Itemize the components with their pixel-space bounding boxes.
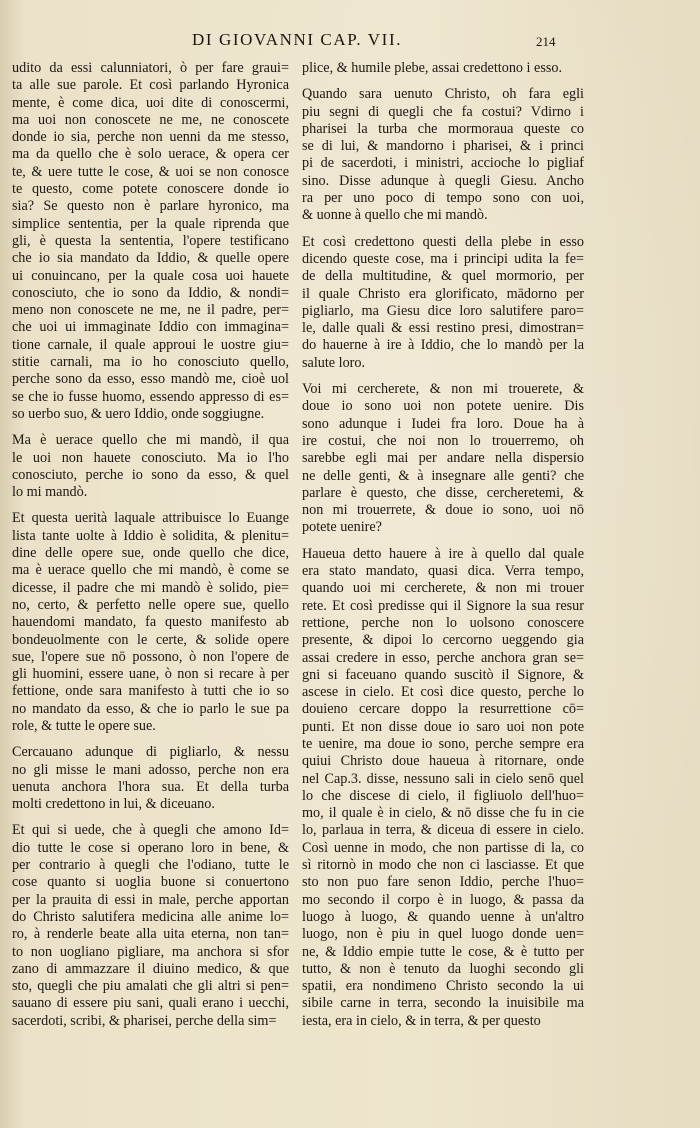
text-line: sì ritornò in modo che non ci lasciasse. Et que [302, 857, 584, 874]
text-line: gli huomini, essere uane, ò non si recare à per [12, 666, 289, 683]
text-line: il quale Christo era glorificato, mādorno per [302, 285, 584, 302]
text-line: le uoi non hauete conosciuto. Ma io l'ho [12, 449, 289, 466]
text-line: ro, à renderle beate alla uita eterna, non tan= [12, 926, 289, 943]
text-line: sibile carne in terra, secondo la inuisibile ma [302, 995, 584, 1012]
text-line: zano di ammazzare il diuino medico, & que [12, 960, 289, 977]
text-line: pharisei la turba che mormoraua queste co [302, 120, 584, 137]
text-line: ascese in cielo. Et così dice questo, perche lo [302, 684, 584, 701]
text-line: sino. Disse adunque à quegli Giesu. Ancho [302, 172, 584, 189]
text-line: lo, parlaua in terra, & diceua di essere in cielo. [302, 822, 584, 839]
text-line: punti. Et non disse doue io saro uoi non pote [302, 718, 584, 735]
text-line: salute loro. [302, 354, 366, 371]
text-line: to non uogliano pigliare, ma anchora si sfor [12, 943, 289, 960]
text-line: role, & tutte le opere sue. [12, 717, 156, 734]
paragraph [12, 744, 289, 813]
text-line: rete. Et così predisse qui il Signore la sua resur [302, 597, 584, 614]
text-line: gni si faceuano quando suscitò il Signore, & [302, 666, 584, 683]
text-line: lo che discese di cielo, il figliuolo dell'huo= [302, 787, 584, 804]
text-line: perche sono da esso, esso mandò me, cioè uol [12, 371, 289, 388]
text-line: meno non conoscete ne me, ne il padre, per= [12, 302, 289, 319]
text-line: tutto, & non è tenuto da luoghi secondo gli [302, 960, 584, 977]
paragraph [12, 432, 289, 501]
text-line: assai credere in esso, perche anchora gran se= [302, 649, 584, 666]
text-line: per contrario à quegli che l'odiano, tutte le [12, 857, 289, 874]
text-line: sacerdoti, scribi, & pharisei, perche della sim= [12, 1012, 277, 1029]
text-line: lista tante uolte à Iddio è solidita, & plenitu= [12, 527, 289, 544]
text-line: doue io sono uoi non potete uenire. Dis [302, 398, 584, 415]
text-line: stitie carnali, ma io ho conosciuto quello, [12, 354, 289, 371]
text-line: ma è uerace quello che mi mandò, è come se [12, 562, 289, 579]
text-line: Ma è uerace quello che mi mandò, il qua [12, 432, 289, 449]
text-line: conosciuto, che io sono da Iddio, & nondi= [12, 284, 289, 301]
text-line: lo mi mandò. [12, 484, 88, 501]
text-line: Haueua detto hauere à ire à quello dal quale [302, 545, 584, 562]
text-line: uenuta anchora l'hora sua. Et della turba [12, 778, 289, 795]
text-line: che io sia mandato da Iddio, & quelle opere [12, 250, 289, 267]
text-line: mente, è come dica, uoi dite di conoscermi, [12, 94, 289, 111]
text-line: udito da essi calunniatori, ò per fare graui= [12, 60, 289, 76]
text-line: che uoi ui immaginate Iddio con immagina= [12, 319, 289, 336]
text-line: Et questa uerità laquale attribuisce lo Euange [12, 510, 289, 527]
running-title: DI GIOVANNI CAP. VII. [192, 30, 403, 49]
text-line: no gli misse le mani adosso, perche non era [12, 761, 289, 778]
text-line: te uenire, ma doue io sono, perche sempre era [302, 735, 584, 752]
text-line: mo secondo il corpo è in luogo, & passa da [302, 891, 584, 908]
text-line: dine delle opere sue, onde quello che dice, [12, 545, 289, 562]
text-line: ma uoi non conoscete ne me, ne conoscete [12, 111, 289, 128]
text-line: sarebbe egli mai per andare nella dispersio [302, 450, 584, 467]
text-line: era stato mandato, quasi dica. Verra tempo, [302, 563, 584, 580]
text-line: ta alle sue parole. Et così parlando Hyronica [12, 77, 289, 94]
text-line: potete uenire? [302, 519, 382, 536]
text-line: no mandato da esso, & che io parlo le sue pa [12, 700, 289, 717]
paragraph [302, 546, 584, 1030]
paragraph [302, 60, 584, 77]
text-line: Et qui si uede, che à quegli che amono Id= [12, 822, 289, 839]
paragraph [12, 60, 289, 423]
text-line: so uerbo suo, & uero Iddio, onde soggiugne. [12, 405, 265, 422]
text-line: parlare è questo, che disse, cercheretemi, & [302, 484, 584, 501]
paragraph [12, 510, 289, 735]
text-line: do Christo salutifera medicina alle anime lo= [12, 908, 289, 925]
text-line: presente, & dipoi lo cercorno ueggendo gia [302, 632, 584, 649]
text-line: luogo, non è piu in quel luogo donde uen= [302, 926, 584, 943]
text-line: no, certo, & perfetto nelle opere sue, quello [12, 596, 289, 613]
text-line: ne, & Iddio empie tutte le cose, & è tutto per [302, 943, 584, 960]
text-line: & uonne à quello che mi mandò. [302, 207, 488, 224]
folio-number: 214 [536, 34, 556, 49]
left-text-column [12, 60, 289, 1039]
text-line: rettione, perche non lo uolsono conoscere [302, 614, 584, 631]
text-line: Così uenne in modo, che non partisse di la, co [302, 839, 584, 856]
text-line: Et così credettono questi della plebe in esso [302, 233, 584, 250]
text-line: Quando sara uenuto Christo, oh fara egli [302, 86, 584, 103]
text-line: do hauerne à ire à Iddio, che lo mandò per la [302, 337, 584, 354]
text-line: quando uoi mi cercherete, & non mi trouer [302, 580, 584, 597]
text-line: sto, quegli che piu amalati che gli altri si pen= [12, 978, 289, 995]
text-line: spatii, era nondimeno Christo secondo la ui [302, 978, 584, 995]
text-line: se che io fusse huomo, essendo appresso di es= [12, 388, 289, 405]
text-line: cose quanto si uoglia buone si conuertono [12, 874, 289, 891]
paragraph [12, 822, 289, 1030]
text-line: donde io sia, perche non uenni da me stesso, [12, 129, 289, 146]
text-line: se di lui, & mandorno i pharisei, & i princi [302, 138, 584, 155]
text-line: pigliarlo, ma Giesu dice loro salutifere paro= [302, 302, 584, 319]
text-line: le, dalle quali & essi restino presi, dimostran= [302, 320, 584, 337]
text-line: luogo à luogo, & quando uenne à un'altro [302, 908, 584, 925]
text-line: piu segni di quegli che fa costui? Vdirno i [302, 103, 584, 120]
text-line: fettione, onde sara manifesto à tutti che io so [12, 683, 289, 700]
paragraph [302, 234, 584, 372]
text-line: molti credettono in lui, & diceuano. [12, 796, 215, 813]
text-line: nel Cap.3. disse, nessuno sali in cielo senō quel [302, 770, 584, 787]
text-line: bondeuolmente con le certe, & solide opere [12, 631, 289, 648]
text-line: iesta, era in cielo, & in terra, & per questo [302, 1012, 541, 1029]
paragraph [302, 86, 584, 224]
text-line: douieno cercare doppo la resurrettione cō= [302, 701, 584, 718]
text-line: te, & uere tutte le cose, & uoi se non conosce [12, 163, 289, 180]
text-line: non mi trouerrete, & doue io sono, uoi nō [302, 502, 584, 519]
text-line: quiui Christo doue haueua à ritornare, onde [302, 753, 584, 770]
text-line: mo, il quale è in cielo, & nō disse che fu in cie [302, 805, 584, 822]
text-line: sia? Se questo non è parlare hyronico, ma [12, 198, 289, 215]
text-line: sto non puo fare senon Iddio, perche l'huo= [302, 874, 584, 891]
text-line: per la prauita di essi in male, perche apportan [12, 891, 289, 908]
text-line: dio tutte le cose si operano loro in bene, & [12, 839, 289, 856]
right-text-column [302, 60, 584, 1039]
page-header [0, 30, 700, 52]
text-line: sauano di essere piu sani, quali erano i uecchi, [12, 995, 289, 1012]
text-line: plice, & humile plebe, assai credettono i esso. [302, 60, 563, 76]
text-line: dicesse, il padre che mi mandò è solido, pie= [12, 579, 289, 596]
text-line: tione carnale, il quale approui le uostre giu= [12, 336, 289, 353]
text-line: gli, è questa la sententia, l'opere testificano [12, 232, 289, 249]
text-line: pi de sacerdoti, i ministri, accioche lo pigliaf [302, 155, 584, 172]
text-line: ra per uno poco di tempo sono con uoi, [302, 190, 584, 207]
text-line: de della multitudine, & quel mormorio, per [302, 268, 584, 285]
text-line: te questo, come potete conoscere donde io [12, 181, 289, 198]
text-line: conosciuto, perche io sono da esso, & quel [12, 466, 289, 483]
text-line: Voi mi cercherete, & non mi trouerete, & [302, 381, 584, 398]
paragraph [302, 381, 584, 537]
text-line: hauendomi mandato, fa questo manifesto ab [12, 614, 289, 631]
text-line: simplice sententia, per la quale riprenda que [12, 215, 289, 232]
text-line: dicendo queste cose, ma i principi udita la fe= [302, 250, 584, 267]
text-line: ire costui, che noi non lo trouerremo, oh [302, 432, 584, 449]
text-line: ui conuincano, per la quale cosa uoi hauete [12, 267, 289, 284]
text-line: Cercauano adunque di pigliarlo, & nessu [12, 744, 289, 761]
text-line: ma da quello che è solo uerace, & opera cer [12, 146, 289, 163]
text-line: ne delle genti, & à insegnare alle genti? che [302, 467, 584, 484]
text-line: sue, l'opere sue nō possono, ò non l'opere de [12, 648, 289, 665]
text-line: sono adunque i Iudei fra loro. Doue ha à [302, 415, 584, 432]
